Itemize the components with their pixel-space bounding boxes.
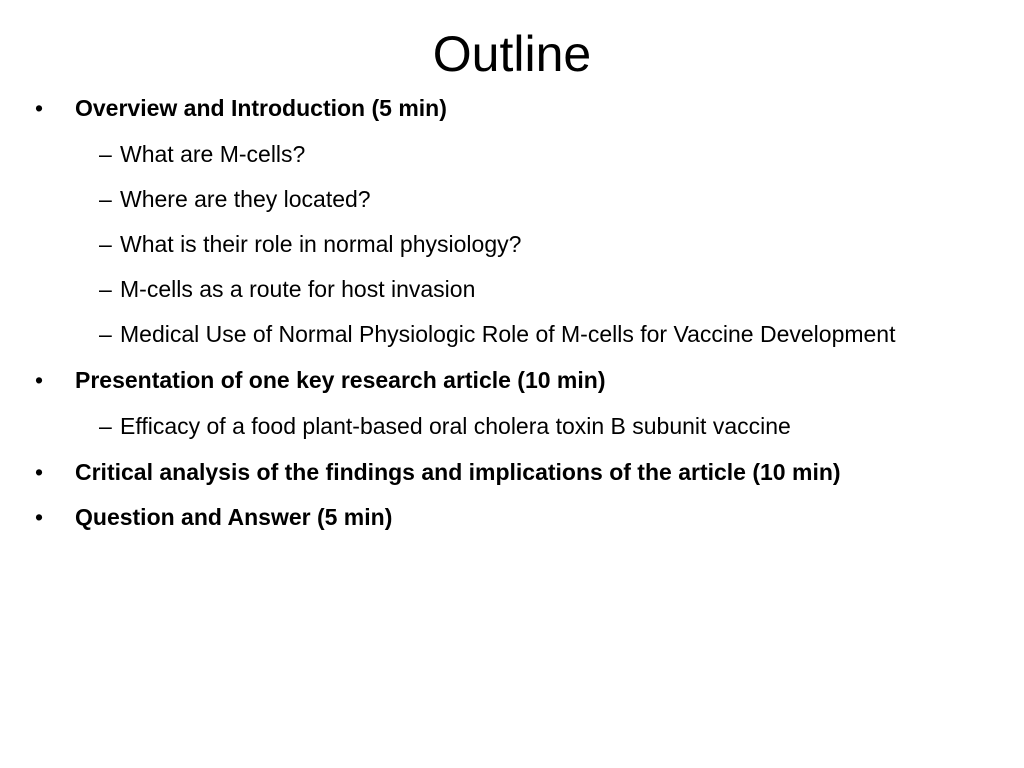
sub-item-label: Where are they located? [120,186,371,212]
dash-marker: – [99,321,112,347]
dash-marker: – [99,231,112,257]
bullet-item-critical-analysis [0,456,1024,489]
bullet-label: Presentation of one key research article (10 min) [75,367,606,393]
sub-item-label: What are M-cells? [120,141,306,167]
sub-item [75,227,955,262]
sub-item-label: Efficacy of a food plant-based oral cholera toxin B subunit vaccine [120,413,791,439]
sub-list [75,137,1004,352]
dash-marker: – [99,141,112,167]
sub-item-label: What is their role in normal physiology? [120,231,522,257]
dash-marker: – [99,276,112,302]
dash-marker: – [99,186,112,212]
bullet-label: Question and Answer (5 min) [75,504,393,530]
sub-item [75,137,955,172]
bullet-marker: • [35,459,44,485]
bullet-marker: • [35,95,44,121]
slide-title: Outline [432,26,592,82]
sub-item [75,409,955,444]
bullet-item-qa [0,501,1024,534]
bullet-label: Critical analysis of the findings and implications of the article (10 min) [75,459,841,485]
bullet-list [0,92,1024,546]
sub-item-label: M-cells as a route for host invasion [120,276,476,302]
sub-list [75,409,1004,444]
sub-item [75,317,955,352]
dash-marker: – [99,413,112,439]
sub-item [75,272,955,307]
bullet-marker: • [35,504,44,530]
bullet-marker: • [35,367,44,393]
bullet-label: Overview and Introduction (5 min) [75,95,447,121]
sub-item [75,182,955,217]
sub-item-label: Medical Use of Normal Physiologic Role of M-cells for Vaccine Development [120,321,896,347]
bullet-item-overview [0,92,1024,352]
bullet-item-presentation [0,364,1024,444]
